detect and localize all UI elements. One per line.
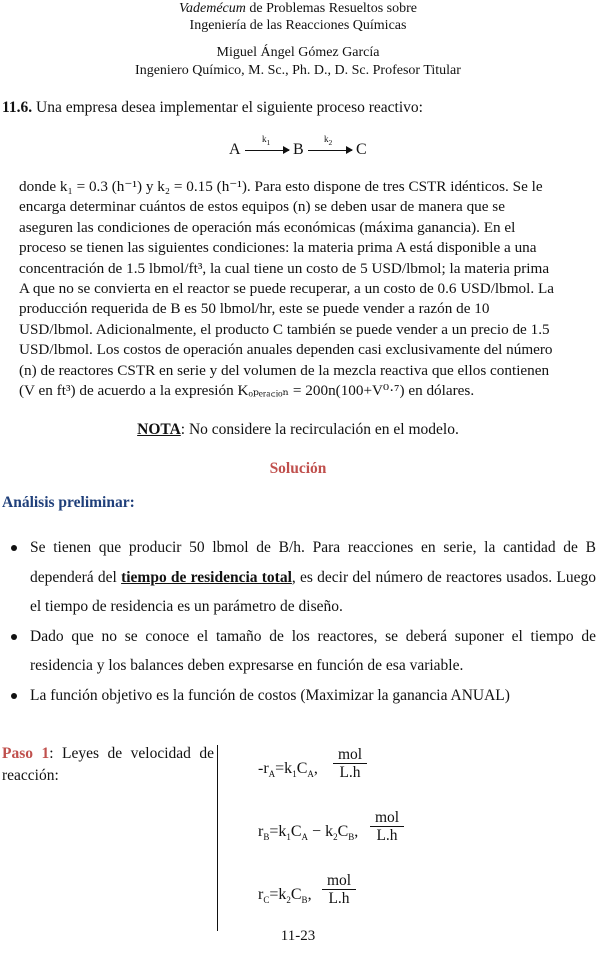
list-item: Dado que no se conoce el tamaño de los reactores, se deberá suponer el tiempo de residencia y los balances deben expresarse en función de esa variable. — [11, 622, 596, 681]
paragraph-line: USD/lbmol. Los costos de operación anuales dependen casi exclusivamente del número — [19, 341, 553, 359]
species-a: A — [229, 141, 241, 158]
header-line-1: Vademécum de Problemas Resueltos sobre — [179, 1, 417, 16]
species-c: C — [356, 141, 367, 158]
paragraph-line: concentración de 1.5 lbmol/ft³, la cual tiene un costo de 5 USD/lbmol; la materia prima — [19, 259, 550, 277]
column-divider — [217, 745, 218, 931]
document-page: Vademécum de Problemas Resueltos sobre Ingeniería de las Reacciones Químicas Miguel Ángel Gómez García Ingeniero Químico, M. Sc., Ph. D., D. Sc. Profesor Titular 11.6. Una empresa desea implementar el siguiente proceso reactivo: A $k_1$ B $k_2$ C donde k₁ = 0.3 (h⁻¹) y k₂ = 0.15 (h⁻¹). Para esto dispone de tres CSTR idénticos. Se le encarga determinar cuántos de estos equipos (n) se deben usar de manera que se aseguren las condiciones de operación más económicas (máxima ganancia). En el proceso se tienen las siguientes condiciones: la materia prima A está disponible a una concentración de 1.5 lbmol/ft³, la cual tiene un costo de 5 USD/lbmol; la materia prima A que no se convierta en el reactor se puede recuperar, a un costo de 0.6 USD/lbmol. La producción requerida de B es 50 lbmol/hr, este se puede vender a razón de 10 USD/lbmol. Adicionalmente, el producto C también se puede vender a un precio de 1.5 USD/lbmol. Los costos de operación anuales dependen casi exclusivamente del número (n) de reactores CSTR en serie y del volumen de la mezcla reactiva que ellos contienen (V en ft³) de acuerdo a la expresión Kₒₚₑᵣₐ꜀ᵢₒₙ = 200n(100+V⁰·⁷) en dólares. NOTA: No considere la recirculación en el modelo. Solución Análisis preliminar: Se tienen que producir 50 lbmol de B/h. Para reacciones en serie, la cantidad de B dependerá del tiempo de residencia total, es decir del número de reactores usados. Luego el tiempo de residencia es un parámetro de diseño. Dado que no se conoce el tamaño de los reactores, se deberá suponer el tiempo de residencia y los balances deben expresarse en función de esa variable. La función objetivo es la función de costos (Maximizar la ganancia ANUAL) Paso 1: Leyes de velocidad de reacción: $-r_A=k_1C_A$, mol L.h $r_B=k_1C_A - k_2C_B$, mol L.h $r_C=k_2C_B$, mol L.h 11-23 — [2, 1, 596, 944]
problem-statement-title: 11.6. Una empresa desea implementar el siguiente proceso reactivo: — [2, 99, 423, 116]
bullet-icon — [11, 693, 17, 699]
paragraph-line: (V en ft³) de acuerdo a la expresión Kₒₚₑᵣₐ꜀ᵢₒₙ = 200n(100+V⁰·⁷) en dólares. — [19, 382, 475, 400]
arrow-icon — [245, 150, 289, 151]
header-line-2: Ingeniería de las Reacciones Químicas — [189, 18, 407, 33]
problem-paragraph — [19, 177, 596, 401]
paragraph-line: producción requerida de B es 50 lbmol/hr, este se puede vender a razón de 10 — [19, 300, 490, 318]
reaction-scheme — [229, 132, 389, 162]
bullet-icon — [11, 634, 17, 640]
solution-heading: Solución — [269, 460, 327, 477]
list-item: La función objetivo es la función de costos (Maximizar la ganancia ANUAL) — [11, 681, 596, 711]
header-line-3: Miguel Ángel Gómez García — [216, 45, 380, 60]
paragraph-line: donde k₁ = 0.3 (h⁻¹) y k₂ = 0.15 (h⁻¹). Para esto dispone de tres CSTR idénticos. Se le — [19, 178, 543, 195]
header-line-4: Ingeniero Químico, M. Sc., Ph. D., D. Sc. Profesor Titular — [135, 63, 461, 78]
paragraph-line: USD/lbmol. Adicionalmente, el producto C también se puede vender a un precio de 1.5 — [19, 320, 550, 338]
preliminary-analysis-heading: Análisis preliminar: — [2, 494, 135, 511]
paragraph-line: aseguren las condiciones de operación más económicas (máxima ganancia). En el — [19, 218, 516, 236]
list-item: Se tienen que producir 50 lbmol de B/h. Para reacciones en serie, la cantidad de B dependerá del tiempo de residencia total, es decir del número de reactores usados. Luego el tiempo de residencia es un parámetro de diseño. — [11, 533, 596, 622]
page-number: 11-23 — [280, 928, 316, 944]
bullet-list — [11, 533, 596, 710]
species-b: B — [293, 141, 304, 158]
paragraph-line: encarga determinar cuántos de estos equipos (n) se deben usar de manera que se — [19, 198, 505, 216]
rate-constant-k1: $k_1$ — [262, 134, 271, 147]
bullet-icon — [11, 545, 17, 551]
emphasis-text: tiempo de residencia total — [121, 568, 292, 586]
paragraph-line: proceso se tienen las siguientes condiciones: la materia prima A está disponible a una — [19, 239, 537, 257]
step-1-label: Paso 1: Leyes de velocidad de reacción: — [2, 745, 214, 784]
paragraph-line: A que no se convierta en el reactor se puede recuperar, a un costo de 0.6 USD/lbmol. La — [19, 280, 554, 298]
paragraph-line: (n) de reactores CSTR en serie y del volumen de la mezcla reactiva que ellos contienen — [19, 361, 550, 379]
rate-constant-k2: $k_2$ — [324, 134, 333, 147]
arrow-icon — [308, 150, 352, 151]
note: NOTA: No considere la recirculación en el modelo. — [137, 421, 459, 438]
